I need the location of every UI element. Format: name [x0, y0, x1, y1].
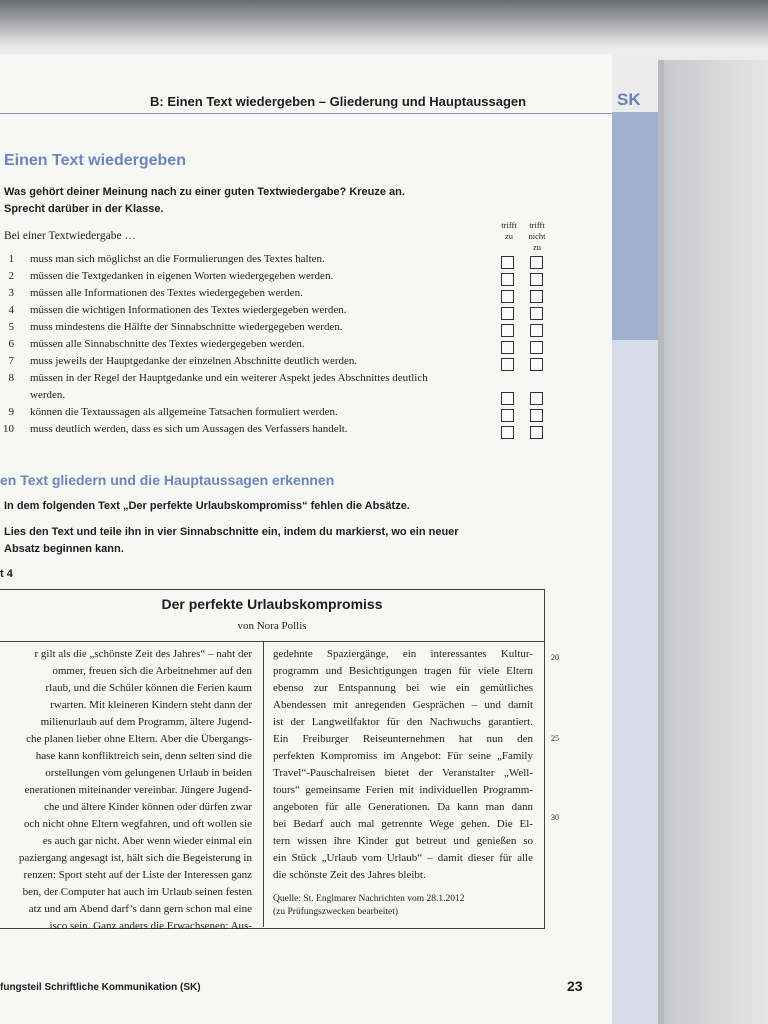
running-header: B: Einen Text wiedergeben – Gliederung und Hauptaussagen — [150, 94, 527, 109]
checkbox-trifft-nicht-zu-3[interactable] — [530, 290, 543, 303]
checkbox-trifft-nicht-zu-5[interactable] — [530, 324, 543, 337]
scanner-background — [664, 60, 768, 1024]
checkbox-trifft-zu-6[interactable] — [501, 341, 514, 354]
checkbox-trifft-zu-9[interactable] — [501, 409, 514, 422]
section-heading: Einen Text wiedergeben — [4, 152, 186, 169]
checkbox-trifft-zu-5[interactable] — [501, 324, 514, 337]
checkbox-trifft-nicht-zu-2[interactable] — [530, 273, 543, 286]
instruction-2: Lies den Text und teile ihn in vier Sinnabschnitte ein, indem du markierst, wo ein neuer Absatz beginnen kann. — [4, 526, 459, 555]
checkbox-trifft-nicht-zu-6[interactable] — [530, 341, 543, 354]
scan-shadow — [0, 0, 768, 58]
color-strip — [612, 340, 658, 1024]
column-header-trifft-zu: trifft zu — [501, 220, 517, 241]
line-number: 30 — [551, 813, 559, 822]
chapter-tab — [612, 112, 658, 340]
article-column-left: r gilt als die „schönste Zeit des Jahres“ – naht der ommer, freuen sich die Arbeitnehmer auf den rlaub, und die Schüler können die Ferien kaum rwarten. Mit kleineren Kindern steht dann der milienurlaub auf dem Programm, ältere Jugend- che planen lieber ohne Eltern. Aber die Übergangs- hase kann konfliktreich sein, denn selten sind die orstellungen vom gelungenen Urlaub in beiden enerationen miteinander vereinbar. Jüngere Jugend- che und ältere Kinder können oder dürfen zwar och nicht ohne Eltern wegfahren, und oft wollen sie es auch gar nicht. Aber wenn wieder einmal ein paziergang angesagt ist, hält sich die Begeisterung in renzen: Sport steht auf der Liste der Interessen ganz ben, der Computer hat auch im Urlaub seinen festen atz und am Abend darf’s dann gern schon mal eine isco sein. Ganz anders die Erwachsenen: Aus- — [18, 648, 252, 932]
checkbox-trifft-zu-4[interactable] — [501, 307, 514, 320]
checkbox-trifft-zu-10[interactable] — [501, 426, 514, 439]
chapter-badge: SK — [617, 90, 641, 109]
checkbox-trifft-nicht-zu-9[interactable] — [530, 409, 543, 422]
checkbox-trifft-zu-7[interactable] — [501, 358, 514, 371]
text-label: t 4 — [0, 568, 13, 580]
line-number: 20 — [551, 653, 559, 662]
checkbox-trifft-zu-3[interactable] — [501, 290, 514, 303]
column-header-trifft-nicht-zu: trifft nicht zu — [528, 220, 546, 252]
list-intro: Bei einer Textwiedergabe … — [4, 230, 136, 242]
instruction-1: In dem folgenden Text „Der perfekte Urlaubskompromiss“ fehlen die Absätze. — [4, 500, 410, 512]
article-author: von Nora Pollis — [237, 620, 307, 632]
section-heading-2: en Text gliedern und die Hauptaussagen erkennen — [0, 472, 335, 488]
page-number: 23 — [567, 978, 583, 994]
task-question: Was gehört deiner Meinung nach zu einer guten Textwiedergabe? Kreuze an. Sprecht darüber in der Klasse. — [4, 186, 405, 215]
article-column-divider — [263, 641, 264, 927]
checkbox-trifft-zu-2[interactable] — [501, 273, 514, 286]
checkbox-trifft-zu-8[interactable] — [501, 392, 514, 405]
article-column-right: gedehnte Spaziergänge, ein interessantes Kultur- programm und Besichtigungen tragen für viele Eltern ebenso zur Entspannung bei wie ein gemütliches Abendessen mit anregenden Gesprächen – und damit ist der Langweilfaktor für den Nachwuchs garantiert. Ein Freiburger Reiseunternehmen hat nun den perfekten Kompromiss im Angebot: Für seine „Family Travel“-Pauschalreisen bietet der Veranstalter „Well- tours“ gemeinsame Ferien mit individuellen Programm- angeboten für alle Generationen. Da kann man dann bei Bedarf auch mal getrennte Wege gehen. Die El- tern wissen ihre Kinder gut betreut und genießen so ein Stück „Urlaub vom Urlaub“ – damit dieser für alle die schönste Zeit des Jahres bleibt. — [273, 648, 533, 881]
checkbox-trifft-zu-1[interactable] — [501, 256, 514, 269]
page-footer: fungsteil Schriftliche Kommunikation (SK) — [0, 982, 201, 993]
checkbox-trifft-nicht-zu-8[interactable] — [530, 392, 543, 405]
header-rule — [0, 113, 612, 114]
article-source: Quelle: St. Englmarer Nachrichten vom 28.1.2012 (zu Prüfungszwecken bearbeitet) — [273, 894, 465, 917]
line-number: 25 — [551, 734, 559, 743]
checkbox-trifft-nicht-zu-1[interactable] — [530, 256, 543, 269]
checkbox-trifft-nicht-zu-10[interactable] — [530, 426, 543, 439]
article-title-divider — [0, 641, 544, 642]
article-title: Der perfekte Urlaubskompromiss — [161, 596, 383, 612]
checkbox-trifft-nicht-zu-4[interactable] — [530, 307, 543, 320]
checkbox-trifft-nicht-zu-7[interactable] — [530, 358, 543, 371]
